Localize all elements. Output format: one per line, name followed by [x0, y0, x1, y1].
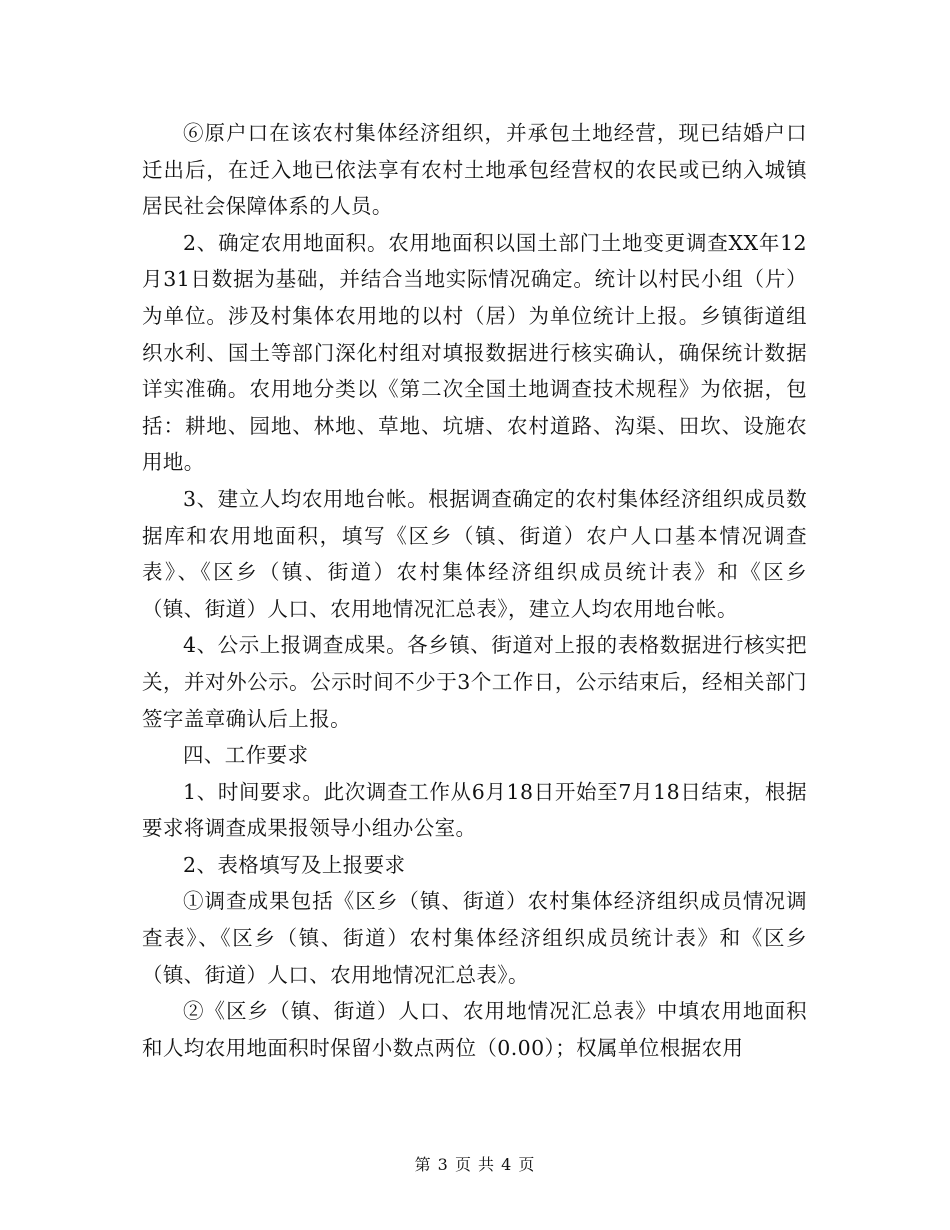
page-number-footer: 第 3 页 共 4 页 [414, 1155, 536, 1174]
paragraph-publicize-results: 4、公示上报调查成果。各乡镇、街道对上报的表格数据进行核实把关，并对外公示。公示时间不少于3个工作日，公示结束后，经相关部门签字盖章确认后上报。 [142, 633, 807, 731]
paragraph-establish-ledger: 3、建立人均农用地台帐。根据调查确定的农村集体经济组织成员数据库和农用地面积，填写《区乡（镇、街道）农户人口基本情况调查表》、《区乡（镇、街道）农村集体经济组织成员统计表》和《区乡（镇、街道）人口、农用地情况汇总表》，建立人均农用地台帐。 [142, 486, 807, 621]
document-body [142, 115, 807, 1066]
paragraph-item-6-criteria: ⑥原户口在该农村集体经济组织，并承包土地经营，现已结婚户口迁出后，在迁入地已依法享有农村土地承包经营权的农民或已纳入城镇居民社会保障体系的人员。 [142, 121, 807, 219]
paragraph-form-requirements-heading: 2、表格填写及上报要求 [183, 852, 406, 877]
paragraph-item-1-survey-results: ①调查成果包括《区乡（镇、街道）农村集体经济组织成员情况调查表》、《区乡（镇、街道）农村集体经济组织成员统计表》和《区乡（镇、街道）人口、农用地情况汇总表》。 [142, 889, 807, 987]
paragraph-determine-farmland-area: 2、确定农用地面积。农用地面积以国土部门土地变更调查XX年12月31日数据为基础，并结合当地实际情况确定。统计以村民小组（片）为单位。涉及村集体农用地的以村（居）为单位统计上报。乡镇街道组织水利、国土等部门深化村组对填报数据进行核实确认，确保统计数据详实准确。农用地分类以《第二次全国土地调查技术规程》为依据，包括：耕地、园地、林地、草地、坑塘、农村道路、沟渠、田坎、设施农用地。 [142, 230, 807, 475]
section-heading-work-requirements: 四、工作要求 [183, 743, 309, 768]
paragraph-time-requirement: 1、时间要求。此次调查工作从6月18日开始至7月18日结束，根据要求将调查成果报领导小组办公室。 [142, 779, 807, 841]
paragraph-item-2-summary-table: ②《区乡（镇、街道）人口、农用地情况汇总表》中填农用地面积和人均农用地面积时保留小数点两位（0.00）；权属单位根据农用 [142, 999, 807, 1060]
